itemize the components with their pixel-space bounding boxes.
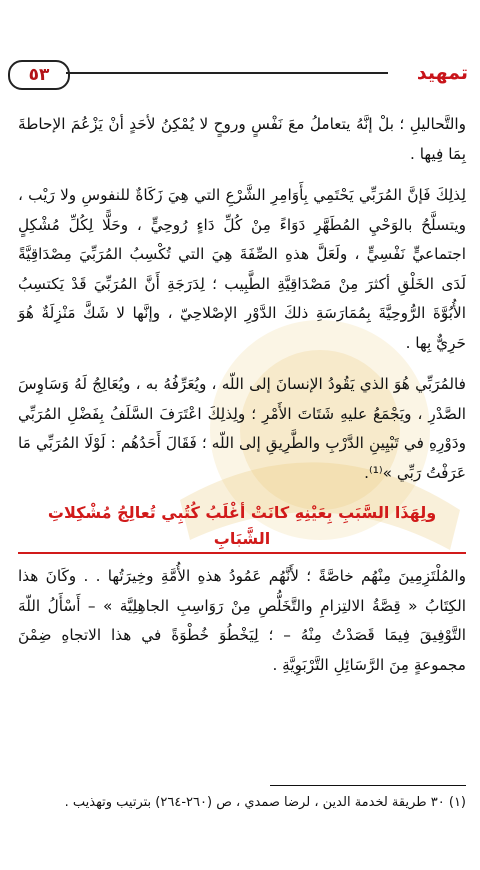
paragraph: لِذلِكَ فَإنَّ المُرَبِّي يَحْتَمِي بِأَوَامِرِ الشَّرْعِ التي هِيَ زَكَاةٌ للنفوسِ ولا رَيْب ، ويتسلَّحُ بالوَحْيِ المُطَهَّرِ دَوَاءً مِنْ كُلِّ دَاءٍ رُوحِيٍّ ، وحَلًّا لِكُلِّ مُشْكِلٍ اجتماعيٍّ نَفْسِيٍّ ، ولَعَلَّ هذهِ الصِّفَةَ هِيَ التي تُكْسِبُ المُرَبِّيَ مِصْدَاقِيَّةً لَدَى الخَلْقِ أكثرَ مِنْ مَصْدَاقِيَّةِ الطَّبِيب ؛ لِدَرَجَةِ أَنَّ المُرَبِّيَ قَدْ يَكتسِبُ الأُبُوَّةَ الرُّوحِيَّةَ بِمُمَارَسَةِ ذلكَ الدَّوْرِ الإصْلاحِيّ ، وإنَّها لا شَكَّ مَنْزِلَةٌ هُوَ حَرِيٌّ بِها . — [18, 186, 466, 352]
chapter-title: تمهيد — [416, 62, 468, 84]
page-number: ٥٣ — [8, 60, 70, 90]
paragraph: والمُلْتَزِمِينَ مِنْهُم خاصَّةً ؛ لأَنَّهُم عَمُودُ هذهِ الأُمَّةِ وخِيرَتُها . . وكَانَ هذا الكِتَابُ « قِصَّةُ الالتِزامِ والتَّخَلُّصِ مِنْ رَوَاسِبِ الجاهِلِيَّة » – أَسْأَلُ اللّهَ التَّوْفِيقَ فِيمَا قَصَدْتُ مِنْهُ – ؛ لِيَخْطُوَ خُطْوَةً في هذا الاتجاهِ ضِمْنَ مجموعةٍ مِنَ الرَّسَائِلِ التَّرْبَوِيَّةِ . — [18, 567, 466, 674]
footnote: (١) ٣٠ طريقة لخدمة الدين ، لرضا صمدي ، ص (٢٦٠-٢٦٤) بترتيب وتهذيب . — [64, 795, 466, 810]
paragraph: والتَّحاليلِ ؛ بلْ إنَّهُ يتعاملُ معَ نَفْسٍ وروحٍ لا يُمْكِنُ لأحَدٍ أنْ يَزْعُمَ الإحاطةَ بِمَا فِيها . — [18, 115, 466, 163]
page-header — [0, 0, 480, 92]
footnote-divider — [270, 785, 466, 786]
paragraph: فالمُرَبِّي هُوَ الذي يَقُودُ الإنسانَ إلى اللّه ، ويُعَرِّفُهُ به ، ويُعَالِجُ لَهُ وَسَاوِسَ الصَّدْرِ ، ويَجْمَعُ عليهِ شَتَاتَ الأَمْرِ ؛ ولِذلِكَ اعْتَرَفَ السَّلَفُ بِفَضْلِ المُرَبِّي ودَوْرِهِ في تَبْيِينِ الدَّرْبِ والطَّرِيقِ إلى اللّه ؛ فَقَالَ أَحَدُهُم : لَوْلَا المُرَبِّي مَا عَرَفْتُ رَبِّي »⁽¹⁾. — [18, 375, 466, 482]
heading-underline — [18, 552, 466, 554]
header-divider — [66, 72, 388, 74]
section-heading-text: ولِهَذَا السَّبَبِ بِعَيْنِهِ كانَتْ أغْلَبُ كُتُبِي تُعالِجُ مُشْكِلاتِ الشَّبَابِ — [47, 503, 437, 548]
page-body — [18, 110, 466, 692]
section-heading — [18, 500, 466, 552]
